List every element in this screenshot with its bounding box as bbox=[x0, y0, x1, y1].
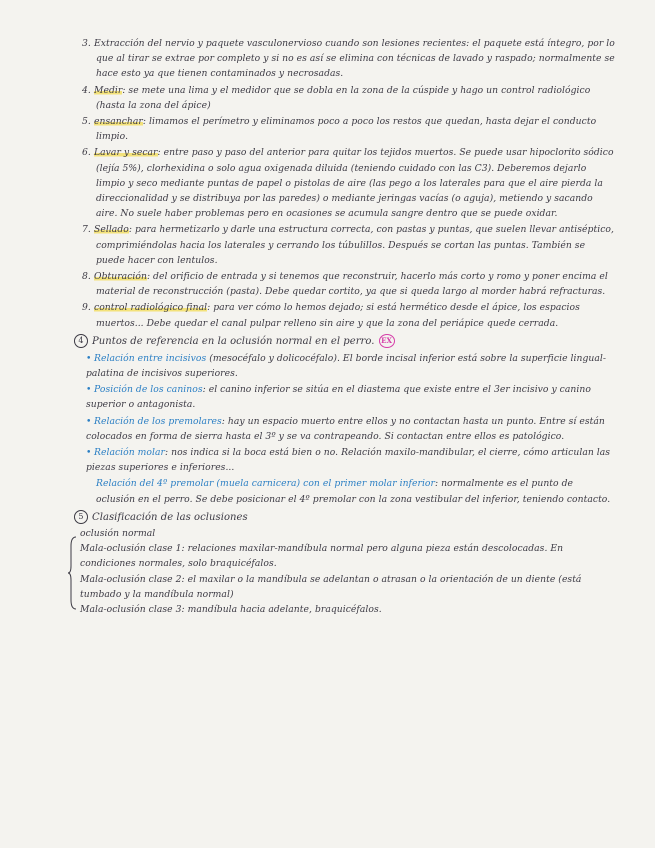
step-lead: Obturación bbox=[94, 271, 147, 283]
malocclusion-class-2: Mala-oclusión clase 2: el maxilar o la mandíbula se adelantan o atrasan o la orientación de un diente (está tumbado y la mandíbula normal) bbox=[80, 573, 582, 600]
step-number: 3. bbox=[82, 38, 91, 49]
step-text: : se mete una lima y el medidor que se dobla en la zona de la cúspide y hago un control radiológico (hasta la zona del ápice) bbox=[96, 84, 591, 111]
step-number: 9. bbox=[82, 302, 91, 314]
bullet-dot-icon: • bbox=[86, 415, 92, 427]
list-item bbox=[86, 414, 615, 444]
section-title: Clasificación de las oclusiones bbox=[92, 511, 248, 523]
step-item bbox=[82, 300, 615, 330]
step-item bbox=[82, 114, 615, 144]
step-lead: Lavar y secar bbox=[94, 147, 158, 159]
section-title: Puntos de referencia en la oclusión normal en el perro. bbox=[92, 335, 375, 347]
step-item bbox=[82, 83, 615, 113]
list-item bbox=[86, 445, 615, 475]
sub-point bbox=[96, 476, 615, 506]
exam-badge: EX bbox=[379, 334, 395, 348]
sub-text: : normalmente es el punto de oclusión en el perro. Se debe posicionar el 4º premolar con la zona vestibular del inferior, teniendo contacto. bbox=[96, 478, 611, 505]
step-text: : limamos el perímetro y eliminamos poco a poco los restos que quedan, hasta dejar el conducto limpio. bbox=[96, 116, 597, 143]
step-text: Extracción del nervio y paquete vasculonervioso cuando son lesiones recientes: el paquete está íntegro, por lo que al tirar se extrae por completo y si no es así se elimina con técnicas de lavado y raspado; normalmente se hace esto ya que tienen contaminados y necrosadas. bbox=[94, 38, 615, 80]
bullet-dot-icon: • bbox=[86, 447, 92, 459]
bullet-lead: Posición de los caninos bbox=[94, 384, 203, 396]
bullet-text: : el canino inferior se sitúa en el diastema que existe entre el 3er incisivo y canino superior o antagonista. bbox=[86, 384, 591, 411]
step-lead: control radiológico final bbox=[94, 302, 208, 314]
bullet-lead: Relación de los premolares bbox=[94, 415, 222, 427]
step-number: 8. bbox=[82, 271, 91, 283]
step-text: : para ver cómo lo hemos dejado; si está hermético desde el ápice, los espacios muertos... Debe quedar el canal pulpar relleno sin aire y que la zona del periápice quede cerrada. bbox=[96, 302, 580, 329]
step-text: : del orificio de entrada y si tenemos que reconstruir, hacerlo más corto y romo y poner encima el material de reconstrucción (pasta). Debe quedar cortito, ya que si queda largo al morder habrá refracturas. bbox=[96, 271, 608, 298]
numbered-steps-list bbox=[82, 36, 615, 331]
bullet-text: : hay un espacio muerto entre ellos y no contactan hasta un punto. Entre sí están colocados en forma de sierra hasta el 3º y se va contrapeando. Si contactan entre ellos es patológico. bbox=[86, 415, 605, 442]
step-number: 7. bbox=[82, 224, 91, 236]
curly-brace-icon bbox=[68, 536, 77, 610]
sub-lead-molar: primer molar inferior bbox=[334, 478, 435, 490]
step-text: : para hermetizarlo y darle una estructura correcta, con pastas y puntas, que suelen llevar antiséptico, comprimiéndolas hacia los laterales y cerrando los túbulillos. Después se cortan las puntas. También se puede hacer con lentulos. bbox=[96, 224, 614, 266]
step-number: 6. bbox=[82, 147, 91, 159]
section-4-heading bbox=[74, 333, 615, 350]
occlusion-normal: oclusión normal bbox=[80, 527, 156, 539]
bullet-text: : nos indica si la boca está bien o no. Relación maxilo-mandibular, el cierre, cómo articulan las piezas superiores e inferiores... bbox=[86, 447, 611, 474]
list-item bbox=[86, 351, 615, 381]
malocclusion-class-1: Mala-oclusión clase 1: relaciones maxilar-mandíbula normal pero alguna pieza están descolocadas. En condiciones normales, solo braquicéfalos. bbox=[80, 543, 564, 570]
step-item bbox=[82, 269, 615, 299]
step-text: : entre paso y paso del anterior para quitar los tejidos muertos. Se puede usar hipoclorito sódico (lejía 5%), clorhexidina o solo agua oxigenada diluida (teniendo cuidado con las C3). Deberemos dejarlo limpio y seco mediante puntas de papel o pistolas de aire (las pego a los laterales para que el aire pierda la direccionalidad y se distribuya por las paredes) o mediante jeringas vacías (o aguja), metiendo y sacando aire. No suele haber problemas pero en ocasiones se acumula sangre dentro que se puede oxidar. bbox=[96, 147, 614, 220]
section-number-circle: 4 bbox=[74, 334, 88, 348]
step-lead: Medir bbox=[94, 84, 123, 96]
bullet-lead: Relación entre incisivos bbox=[94, 352, 207, 364]
step-number: 4. bbox=[82, 84, 91, 96]
step-number: 5. bbox=[82, 116, 91, 128]
malocclusion-class-3: Mala-oclusión clase 3: mandíbula hacia adelante, braquicéfalos. bbox=[80, 603, 382, 615]
reference-points-list bbox=[86, 351, 615, 507]
bullet-dot-icon: • bbox=[86, 352, 92, 364]
sub-lead-premolar: Relación del 4º premolar bbox=[96, 478, 214, 490]
bullet-dot-icon: • bbox=[86, 384, 92, 396]
step-item bbox=[82, 145, 615, 221]
sub-mid: (muela carnicera) con el bbox=[213, 478, 335, 490]
bullet-lead: Relación molar bbox=[94, 447, 165, 459]
step-item bbox=[82, 222, 615, 268]
step-lead: ensanchar bbox=[94, 116, 143, 128]
bullet-text: (mesocéfalo y dolicocéfalo). El borde incisal inferior está sobre la superficie lingual-palatina de incisivos superiores. bbox=[86, 352, 607, 380]
section-5-heading bbox=[74, 509, 615, 526]
list-item bbox=[86, 382, 615, 412]
section-number-circle: 5 bbox=[74, 510, 88, 524]
occlusion-classes bbox=[80, 526, 615, 617]
step-item bbox=[82, 36, 615, 82]
step-lead: Sellado bbox=[94, 224, 129, 236]
